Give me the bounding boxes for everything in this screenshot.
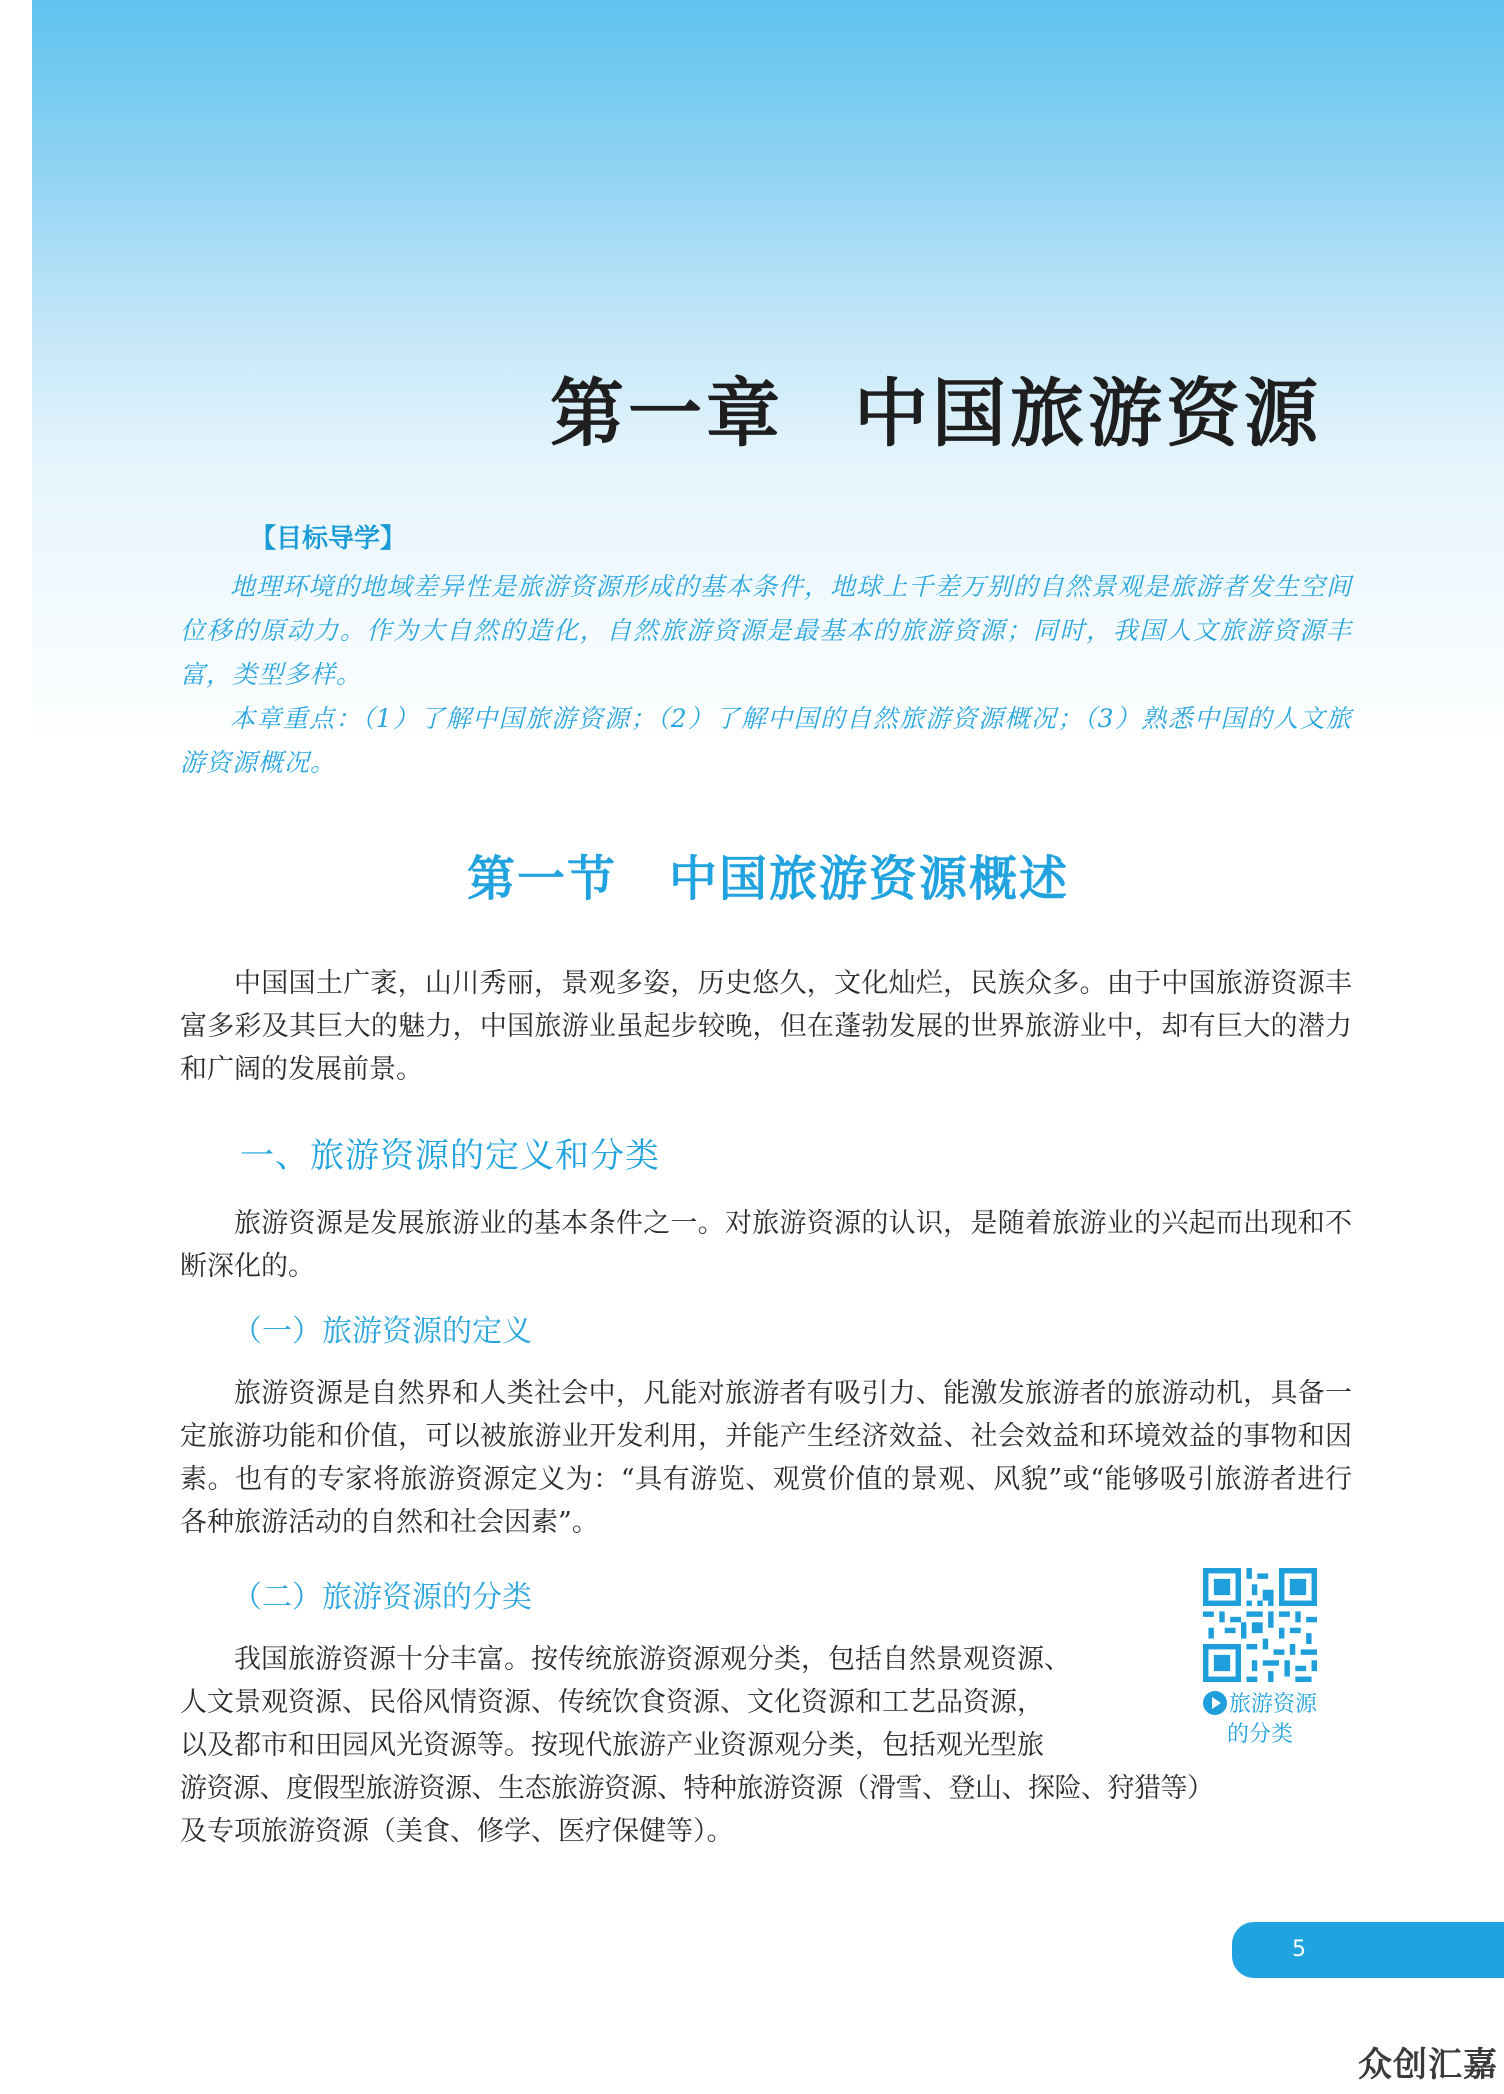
learning-goals <box>180 518 1352 785</box>
page <box>32 0 1504 2094</box>
classification-line: 及专项旅游资源（美食、修学、医疗保健等）。 <box>180 1816 734 1847</box>
page-number: 5 <box>1292 1937 1306 1962</box>
definition-heading: （一）旅游资源的定义 <box>232 1314 532 1349</box>
watermark-logo: 众创汇嘉 <box>1358 2045 1498 2085</box>
qr-caption-line1: 旅游资源 <box>1228 1692 1317 1717</box>
chapter-number: 第一章 <box>550 371 784 457</box>
section-name: 中国旅游资源概述 <box>669 851 1070 907</box>
classification-line: 我国旅游资源十分丰富。按传统旅游资源观分类，包括自然景观资源、 <box>234 1644 1071 1675</box>
chapter-name: 中国旅游资源 <box>854 371 1322 457</box>
qr-code-block[interactable] <box>1190 1568 1330 1750</box>
subsection-paragraph: 旅游资源是发展旅游业的基本条件之一。对旅游资源的认识，是随着旅游业的兴起而出现和不断深化的。 <box>180 1208 1352 1282</box>
classification-line: 以及都市和田园风光资源等。按现代旅游产业资源观分类，包括观光型旅 <box>180 1730 1044 1761</box>
goals-paragraph: 地理环境的地域差异性是旅游资源形成的基本条件，地球上千差万别的自然景观是旅游者发生空间位移的原动力。作为大自然的造化，自然旅游资源是最基本的旅游资源；同时，我国人文旅游资源丰富，类型多样。 <box>180 572 1352 689</box>
classification-paragraph <box>180 1638 1352 1853</box>
page-number-tab <box>1232 1922 1504 1978</box>
section-number: 第一节 <box>466 851 617 907</box>
qr-caption-line2: 的分类 <box>1226 1722 1293 1747</box>
subsection-heading: 一、旅游资源的定义和分类 <box>240 1136 660 1176</box>
chapter-title <box>32 355 1322 461</box>
definition-paragraph: 旅游资源是自然界和人类社会中，凡能对旅游者有吸引力、能激发旅游者的旅游动机，具备一定旅游功能和价值，可以被旅游业开发利用，并能产生经济效益、社会效益和环境效益的事物和因素。也有的专家将旅游资源定义为：“具有游览、观赏价值的景观、风貌”或“能够吸引旅游者进行各种旅游活动的自然和社会因素”。 <box>180 1378 1352 1538</box>
goals-heading: 【目标导学】 <box>250 524 407 554</box>
qr-caption[interactable] <box>1190 1690 1330 1750</box>
classification-line: 游资源、度假型旅游资源、生态旅游资源、特种旅游资源（滑雪、登山、探险、狩猎等） <box>180 1773 1214 1804</box>
classification-heading: （二）旅游资源的分类 <box>232 1580 532 1615</box>
section-title <box>32 840 1504 909</box>
qr-code-icon[interactable] <box>1203 1568 1317 1682</box>
classification-line: 人文景观资源、民俗风情资源、传统饮食资源、文化资源和工艺品资源， <box>180 1687 1044 1718</box>
goals-key-points: 本章重点：（1）了解中国旅游资源；（2）了解中国的自然旅游资源概况；（3）熟悉中国的人文旅游资源概况。 <box>180 704 1352 777</box>
play-icon <box>1203 1691 1227 1715</box>
intro-paragraph: 中国国土广袤，山川秀丽，景观多姿，历史悠久，文化灿烂，民族众多。由于中国旅游资源丰富多彩及其巨大的魅力，中国旅游业虽起步较晚，但在蓬勃发展的世界旅游业中，却有巨大的潜力和广阔的发展前景。 <box>180 968 1352 1085</box>
